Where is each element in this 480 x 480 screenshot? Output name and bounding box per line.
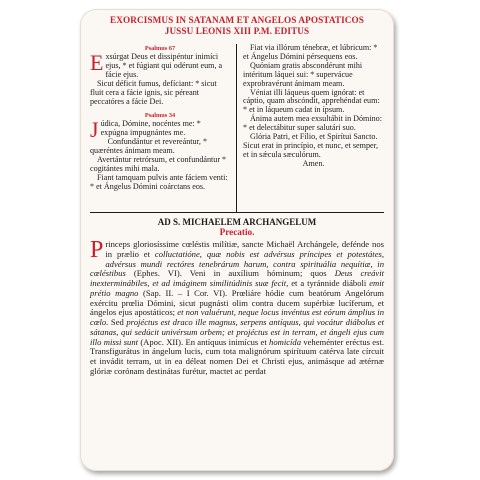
section-divider	[90, 212, 384, 213]
prayer-text: veheménter eréctus est. Transfigurátus in ángelum lucis, cum tota malignórum spirítuum catérva late círcuit et invádit terram, ut in ea déleat nomen Dei et Christi ejus, animásque ad ætérnæ glóriæ corónam destinátas furétur, mactet ac perdat	[90, 336, 384, 376]
prayer-text: Sed	[108, 317, 127, 327]
psalm-34-label: Psalmus 34	[144, 112, 176, 120]
prayer-body	[90, 237, 385, 377]
psalm-34-verse-2: Confundántur et revereántur, * quæréntes ánimam meam.	[90, 137, 208, 156]
dropcap-p: P	[90, 237, 104, 263]
heading-line-2: JUSSU LEONIS XIII P.M. EDITUS	[164, 25, 310, 36]
card-content	[90, 15, 384, 465]
prayer-card	[80, 9, 394, 471]
psalm-67-verse-2: Sicut déficit fumus, defíciant: * sicut fluit cera a fácie ignis, sic péreant peccatóres a fácie Dei.	[90, 78, 217, 106]
heading-line-1: EXORCISMUS IN SATANAM ET ANGELOS APOSTATICOS	[110, 15, 364, 25]
verse-text: údica, Dómine, nocéntes me: * expúgna impugnántes me.	[100, 119, 201, 138]
verse-text: xsúrgat Deus et dissipéntur inimíci ejus, * et fúgiant qui odérunt eum, a fácie ejus.	[105, 52, 223, 79]
psalm-verse-5: Fiat via illórum ténebræ, et lúbricum: * et Ángelus Dómini pérsequens eos.	[243, 43, 378, 61]
dropcap-e: E	[90, 50, 104, 75]
psalm-34-verse-3: Avertántur retrórsum, et confundántur * cogitántes mihi mala.	[90, 155, 227, 173]
psalm-verse-6: Quóniam gratis abscondérunt mihi intéritum láquei sui: * supervácue exprobravérunt ánimam meam.	[243, 60, 363, 88]
prayer-text: (Apoc. XII). En antíquus inimícus et	[138, 336, 270, 347]
exorcism-heading	[90, 15, 384, 36]
psalm-columns	[90, 44, 384, 212]
prayer-text: (Sap. II. – I Cor. VI). Prœliáre hódie cum beatórum Angelórum exércitu prœlia Dómini, sicut pugnásti olim contra ducem supérbiæ lucíferum, et ángelos ejus apostáticos;	[90, 287, 384, 318]
prayer-italic: emit prétio magno	[90, 278, 384, 298]
section-subtitle: Precatio.	[219, 227, 255, 237]
left-column	[90, 44, 237, 212]
psalm-67-label: Psalmus 67	[144, 45, 176, 52]
section-title: AD S. MICHAELEM ARCHANGELUM	[157, 217, 317, 227]
prayer-italic: et non valuérunt, neque locus invéntus est eórum ámplius in cœlo.	[90, 307, 384, 327]
prayer-italic: homicída	[269, 336, 302, 347]
dropcap-j: J	[90, 117, 99, 143]
prayer-italic: projéctus est draco ille magnus, serpens antíquus, qui vocátur diábolus et sátanas, qui sedúcit univérsum orbem; et projéctus est in terram, et ángeli ejus cum illo missi sunt	[90, 317, 385, 347]
gloria-patri: Glória Patri, et Fílio, et Spirítui Sancto. Sicut erat in princípio, et nunc, et semper, et in sǽcula sæculórum.	[243, 132, 378, 159]
psalm-67-verse-1	[90, 50, 230, 80]
psalm-34-verse-1	[90, 117, 230, 143]
prayer-text: (Ephes. VI). Veni in auxílium hóminum; quos	[125, 268, 335, 279]
psalm-verse-8: Ánima autem mea exsultábit in Dómino: * et delectábitur super salutári suo.	[243, 114, 382, 133]
prayer-italic: colluctatióne, quæ nobis est advérsus príncipes et potestátes, advérsus mundi rectóres tenebrárum harum, contra spirituália nequítiæ, in cœléstibus	[90, 248, 384, 279]
prayer-text: rinceps gloriosíssime cœléstis milítiæ, sancte Michaël Archángele, defénde nos in prælio et	[105, 239, 384, 259]
psalm-verse-7: Véniat illi láqueus quem ignórat: et cáptio, quam abscóndit, apprehéndat eum: * et in láqueum cadat in ípsum.	[243, 87, 380, 115]
amen: Amen.	[302, 158, 325, 168]
prayer-text: et a tyránnide diáboli	[288, 278, 370, 288]
prayer-italic: Deus creávit inexterminábiles, et ad imáginem similitúdinis suæ fecit,	[90, 268, 384, 288]
psalm-34-verse-4: Fiant tamquam pulvis ante fáciem venti: * et Ángelus Dómini coárctans eos.	[90, 172, 228, 191]
right-column	[237, 44, 384, 212]
